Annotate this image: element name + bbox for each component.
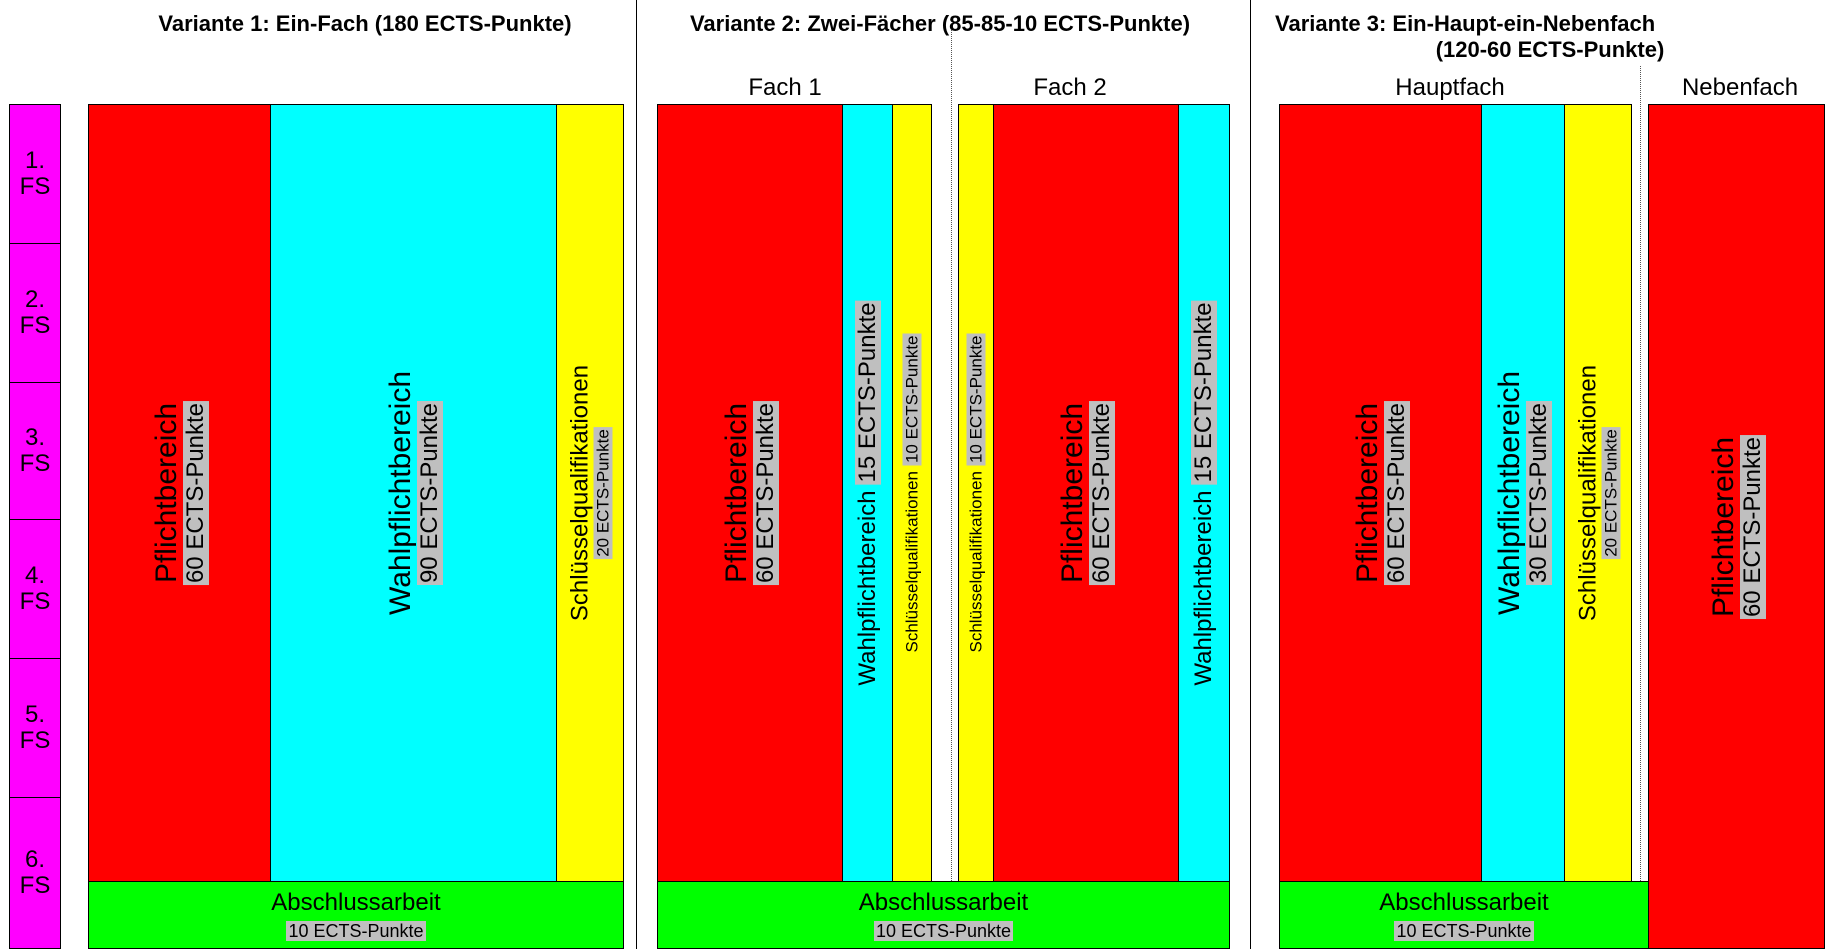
v2-f2-pflicht-label: Pflichtbereich	[1056, 402, 1089, 584]
hauptfach-label: Hauptfach	[1395, 74, 1505, 101]
v1-pflicht-label: Pflichtbereich	[149, 402, 183, 584]
v3-haupt-pflichtbereich	[1279, 104, 1482, 882]
v1-schluessel-points: 20 ECTS-Punkte	[593, 429, 613, 557]
v2-f1-wahl-label: Wahlpflichtbereich	[853, 490, 881, 686]
v2-f2-pflicht-points: 60 ECTS-Punkte	[1088, 402, 1115, 584]
v3-abschlussarbeit	[1279, 881, 1649, 949]
v1-abschluss-label: Abschlussarbeit	[271, 889, 441, 916]
separator-2	[1250, 0, 1251, 949]
v3-abschluss-points: 10 ECTS-Punkte	[1396, 921, 1532, 941]
fach1-label: Fach 1	[748, 74, 822, 101]
v1-wahlpflichtbereich	[270, 104, 557, 882]
v1-wahl-label: Wahlpflichtbereich	[383, 371, 417, 615]
v3-h-schluessel-points: 20 ECTS-Punkte	[1601, 429, 1621, 557]
v2-fach2-wahlpflichtbereich	[1178, 104, 1230, 882]
nebenfach-label: Nebenfach	[1681, 74, 1799, 101]
v3-h-schluessel-label: Schlüsselqualifikationen	[1574, 364, 1602, 622]
v3-neben-pflichtbereich	[1648, 104, 1825, 949]
v1-abschluss-points: 10 ECTS-Punkte	[288, 921, 424, 941]
v2-abschluss-label: Abschlussarbeit	[858, 889, 1029, 916]
v2-f1-schluessel-label: Schlüsselqualifikationen	[902, 471, 922, 653]
v2-fach2-pflichtbereich	[993, 104, 1179, 882]
semester-6: 6. FS	[9, 797, 61, 949]
v2-f1-wahl-points: 15 ECTS-Punkte	[853, 302, 881, 483]
variant1-title: Variante 1: Ein-Fach (180 ECTS-Punkte)	[158, 11, 572, 36]
v1-abschlussarbeit	[88, 881, 624, 949]
v3-h-pflicht-label: Pflichtbereich	[1350, 402, 1384, 584]
v2-abschluss-points: 10 ECTS-Punkte	[875, 921, 1012, 941]
v2-fach2-schluesselqualifikationen	[958, 104, 994, 882]
v2-f1-pflicht-label: Pflichtbereich	[720, 402, 753, 584]
semester-5: 5. FS	[9, 658, 61, 798]
v2-f1-schluessel-points: 10 ECTS-Punkte	[902, 335, 922, 464]
v3-n-pflicht-label: Pflichtbereich	[1706, 436, 1740, 617]
v2-fach1-wahlpflichtbereich	[842, 104, 893, 882]
variant3-title-line1: Variante 3: Ein-Haupt-ein-Nebenfach	[1275, 11, 1656, 36]
semester-3: 3. FS	[9, 382, 61, 520]
variant3-title-line2: (120-60 ECTS-Punkte)	[1435, 37, 1665, 62]
v2-abschlussarbeit	[657, 881, 1230, 949]
v1-schluesselqualifikationen	[556, 104, 624, 882]
v3-h-wahl-points: 30 ECTS-Punkte	[1525, 402, 1552, 584]
v1-pflicht-points: 60 ECTS-Punkte	[181, 402, 209, 584]
separator-1	[636, 0, 637, 949]
v3-h-pflicht-points: 60 ECTS-Punkte	[1382, 402, 1410, 584]
v2-f2-schluessel-points: 10 ECTS-Punkte	[966, 335, 986, 464]
v2-fach1-pflichtbereich	[657, 104, 843, 882]
fach-divider	[951, 30, 952, 949]
v2-fach1-schluesselqualifikationen	[892, 104, 932, 882]
nebenfach-divider	[1640, 66, 1641, 949]
v2-f1-pflicht-points: 60 ECTS-Punkte	[752, 402, 779, 584]
v3-haupt-schluesselqualifikationen	[1564, 104, 1632, 882]
v3-n-pflicht-points: 60 ECTS-Punkte	[1738, 436, 1766, 617]
v2-f2-schluessel-label: Schlüsselqualifikationen	[966, 471, 986, 653]
v1-pflichtbereich	[88, 104, 271, 882]
v1-schluessel-label: Schlüsselqualifikationen	[566, 364, 594, 622]
v3-h-wahl-label: Wahlpflichtbereich	[1493, 371, 1526, 615]
semester-4: 4. FS	[9, 519, 61, 659]
fach2-label: Fach 2	[1033, 74, 1107, 101]
v3-haupt-wahlpflichtbereich	[1481, 104, 1565, 882]
v2-f2-wahl-label: Wahlpflichtbereich	[1190, 490, 1217, 686]
v2-f2-wahl-points: 15 ECTS-Punkte	[1190, 302, 1217, 483]
semester-2: 2. FS	[9, 243, 61, 383]
v1-wahl-points: 90 ECTS-Punkte	[415, 402, 443, 584]
semester-1: 1. FS	[9, 104, 61, 244]
v3-abschluss-label: Abschlussarbeit	[1379, 889, 1549, 916]
variant2-title: Variante 2: Zwei-Fächer (85-85-10 ECTS-Punkte)	[689, 11, 1191, 36]
